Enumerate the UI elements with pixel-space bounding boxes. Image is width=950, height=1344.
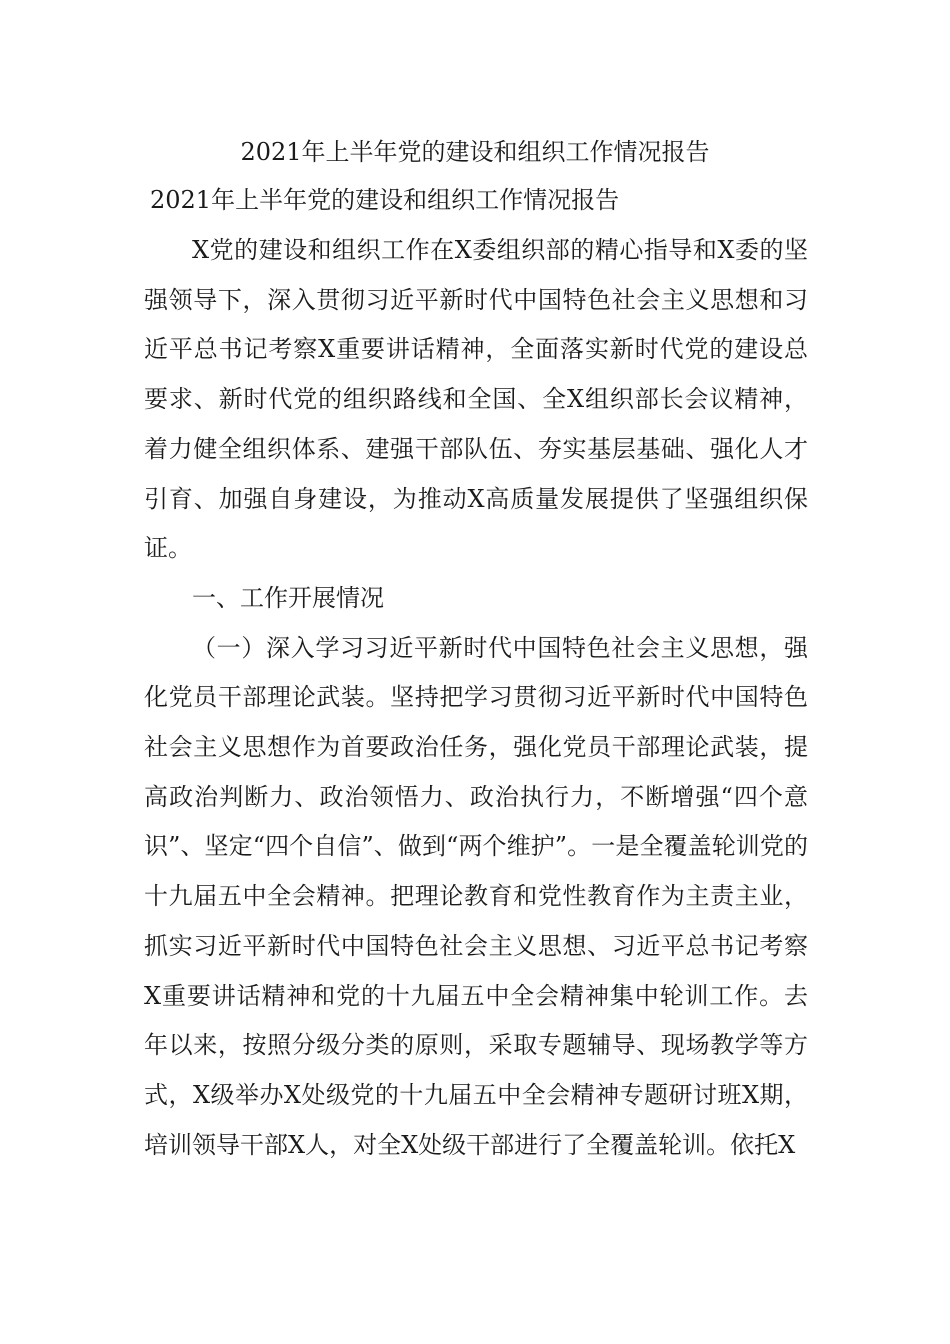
document-title: 2021年上半年党的建设和组织工作情况报告: [240, 138, 710, 166]
document-subtitle: 2021年上半年党的建设和组织工作情况报告: [150, 186, 620, 214]
document-body: [144, 226, 808, 1170]
section-heading: 一、工作开展情况: [192, 583, 384, 612]
paragraph-section-1: （一）深入学习习近平新时代中国特色社会主义思想，强化党员干部理论武装。坚持把学习贯彻习近平新时代中国特色社会主义思想作为首要政治任务，强化党员干部理论武装，提高政治判断力、政治领悟力、政治执行力，不断增强“四个意识”、坚定“四个自信”、做到“两个维护”。一是全覆盖轮训党的十九届五中全会精神。把理论教育和党性教育作为主责主业，抓实习近平新时代中国特色社会主义思想、习近平总书记考察X重要讲话精神和党的十九届五中全会精神集中轮训工作。去年以来，按照分级分类的原则，采取专题辅导、现场教学等方式，X级举办X处级党的十九届五中全会精神专题研讨班X期，培训领导干部X人，对全X处级干部进行了全覆盖轮训。依托X: [144, 633, 808, 1159]
paragraph-intro: X党的建设和组织工作在X委组织部的精心指导和X委的坚强领导下，深入贯彻习近平新时代中国特色社会主义思想和习近平总书记考察X重要讲话精神，全面落实新时代党的建设总要求、新时代党的组织路线和全国、全X组织部长会议精神，着力健全组织体系、建强干部队伍、夯实基层基础、强化人才引育、加强自身建设，为推动X高质量发展提供了坚强组织保证。: [144, 236, 808, 563]
